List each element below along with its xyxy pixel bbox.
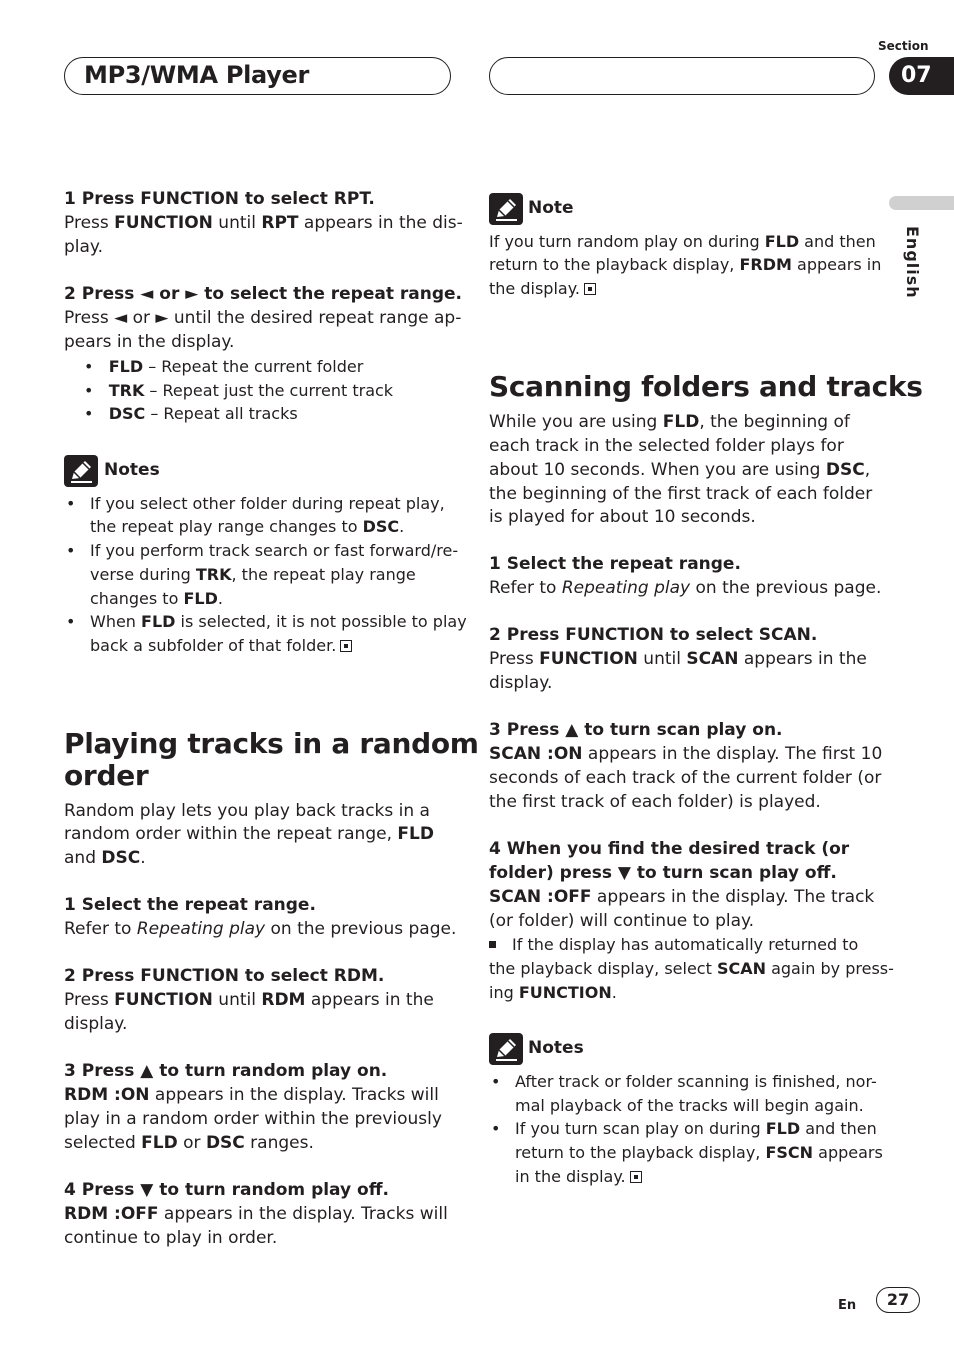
scan-step3-text: SCAN :ON appears in the display. The first 10 <box>489 744 883 764</box>
list-item: • TRK – Repeat just the current track <box>84 381 394 400</box>
scan-step4-text: SCAN :OFF appears in the display. The track <box>489 887 875 907</box>
note-text: return to the playback display, FSCN appears <box>515 1143 883 1162</box>
repeat-step2-text: Press ◄ or ► until the desired repeat range ap- <box>64 308 462 328</box>
random-step4-heading: 4 Press ▼ to turn random play off. <box>64 1180 389 1200</box>
note-text: in the display. <box>515 1165 642 1189</box>
random-intro: Random play lets you play back tracks in a <box>64 801 430 821</box>
random-step2-text: Press FUNCTION until RDM appears in the <box>64 990 434 1010</box>
note-text: If you select other folder during repeat play, <box>90 494 445 513</box>
note-text: If you perform track search or fast forward/re- <box>90 541 459 560</box>
repeat-step1-text-2: play. <box>64 237 103 257</box>
scan-intro: While you are using FLD, the beginning of <box>489 412 850 432</box>
note-text: return to the playback display, FRDM appears in <box>489 255 882 274</box>
random-step3-heading: 3 Press ▲ to turn random play on. <box>64 1061 388 1081</box>
random-step3-text-2: play in a random order within the previously <box>64 1109 442 1129</box>
random-step3-text: RDM :ON appears in the display. Tracks will <box>64 1085 439 1105</box>
list-item: • <box>491 1119 501 1138</box>
random-step2-heading: 2 Press FUNCTION to select RDM. <box>64 966 385 986</box>
random-heading: Playing tracks in a random <box>64 727 479 760</box>
scan-intro-4: the beginning of the first track of each folder <box>489 484 873 504</box>
scan-step4-heading-2: folder) press ▼ to turn scan play off. <box>489 863 837 883</box>
list-item: • <box>66 494 76 513</box>
page-number: 27 <box>876 1287 920 1313</box>
note-text: the repeat play range changes to DSC. <box>90 517 405 536</box>
repeat-step2-heading: 2 Press ◄ or ► to select the repeat range. <box>64 284 463 304</box>
notes-title: Notes <box>104 460 160 480</box>
random-step1-text: Refer to Repeating play on the previous page. <box>64 919 457 939</box>
note-pencil-icon <box>489 1033 523 1065</box>
list-item: • <box>491 1072 501 1091</box>
scan-step3-heading: 3 Press ▲ to turn scan play on. <box>489 720 783 740</box>
side-language-bar <box>889 196 954 210</box>
note-pencil-icon <box>489 193 523 225</box>
end-mark-icon <box>630 1171 642 1183</box>
repeat-step2-text-2: pears in the display. <box>64 332 235 352</box>
note-text: verse during TRK, the repeat play range <box>90 565 416 584</box>
scan-step4-subnote-2: the playback display, select SCAN again by press- <box>489 959 894 978</box>
scan-step4-heading: 4 When you find the desired track (or <box>489 839 850 859</box>
scan-step2-text-2: display. <box>489 673 553 693</box>
square-bullet-icon <box>489 941 496 948</box>
end-mark-icon <box>340 640 352 652</box>
scan-intro-3: about 10 seconds. When you are using DSC, <box>489 460 871 480</box>
scan-step2-heading: 2 Press FUNCTION to select SCAN. <box>489 625 818 645</box>
side-language-label: English <box>903 226 922 299</box>
scan-intro-5: is played for about 10 seconds. <box>489 507 756 527</box>
random-step4-text: RDM :OFF appears in the display. Tracks will <box>64 1204 448 1224</box>
note-text: changes to FLD. <box>90 589 223 608</box>
note-text: the display. <box>489 277 596 301</box>
note-title: Note <box>528 198 574 218</box>
scan-step3-text-2: seconds of each track of the current folder (or <box>489 768 882 788</box>
list-item: • <box>66 612 76 631</box>
scan-step2-text: Press FUNCTION until SCAN appears in the <box>489 649 867 669</box>
random-step3-text-3: selected FLD or DSC ranges. <box>64 1133 314 1153</box>
random-heading-2: order <box>64 759 149 792</box>
repeat-step1-heading: 1 Press FUNCTION to select RPT. <box>64 189 375 209</box>
header-blank-frame <box>489 57 875 95</box>
random-step1-heading: 1 Select the repeat range. <box>64 895 316 915</box>
scan-step4-subnote-3: ing FUNCTION. <box>489 983 617 1002</box>
random-step2-text-2: display. <box>64 1014 128 1034</box>
section-number-tab: 07 <box>889 57 954 95</box>
random-intro-3: and DSC. <box>64 848 146 868</box>
random-step4-text-2: continue to play in order. <box>64 1228 278 1248</box>
scan-heading: Scanning folders and tracks <box>489 370 923 403</box>
list-item: • <box>66 541 76 560</box>
note-text: mal playback of the tracks will begin again. <box>515 1096 864 1115</box>
section-label: Section <box>878 39 929 53</box>
footer-language: En <box>838 1298 857 1313</box>
list-item: • DSC – Repeat all tracks <box>84 404 298 423</box>
note-text: If you turn random play on during FLD and then <box>489 232 876 251</box>
note-text: When FLD is selected, it is not possible to play <box>90 612 467 631</box>
end-mark-icon <box>584 283 596 295</box>
repeat-step1-text: Press FUNCTION until RPT appears in the dis- <box>64 213 463 233</box>
scan-step1-text: Refer to Repeating play on the previous page. <box>489 578 882 598</box>
note-text: If you turn scan play on during FLD and then <box>515 1119 877 1138</box>
note-text: back a subfolder of that folder. <box>90 634 352 658</box>
note-text: After track or folder scanning is finished, nor- <box>515 1072 877 1091</box>
scan-step4-text-2: (or folder) will continue to play. <box>489 911 755 931</box>
scan-step1-heading: 1 Select the repeat range. <box>489 554 741 574</box>
list-item: • FLD – Repeat the current folder <box>84 357 364 376</box>
scan-intro-2: each track in the selected folder plays for <box>489 436 844 456</box>
notes-title: Notes <box>528 1038 584 1058</box>
page-title: MP3/WMA Player <box>84 61 310 89</box>
note-pencil-icon <box>64 455 98 487</box>
scan-step4-subnote: If the display has automatically returned to <box>489 933 858 957</box>
random-intro-2: random order within the repeat range, FLD <box>64 824 434 844</box>
scan-step3-text-3: the first track of each folder) is played. <box>489 792 821 812</box>
